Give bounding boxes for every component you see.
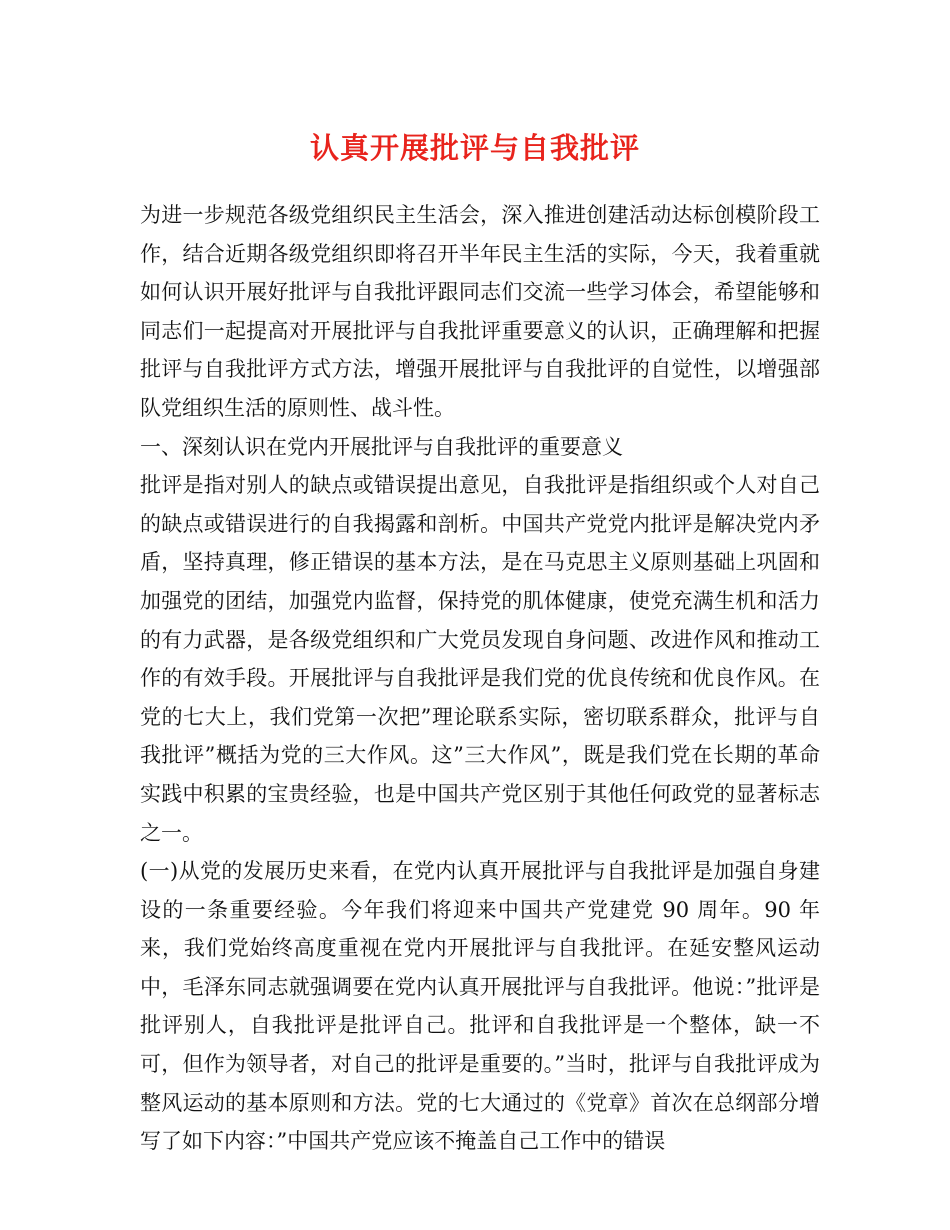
document-body <box>140 196 820 1161</box>
document-title: 认真开展批评与自我批评 <box>309 131 640 165</box>
paragraph-definition: 批评是指对别人的缺点或错误提出意见，自我批评是指组织或个人对自己的缺点或错误进行的自我揭露和剖析。中国共产党党内批评是解决党内矛盾，坚持真理，修正错误的基本方法，是在马克思主义原则基础上巩固和加强党的团结，加强党内监督，保持党的肌体健康，使党充满生机和活力的有力武器，是各级党组织和广大党员发现自身问题、改进作风和推动工作的有效手段。开展批评与自我批评是我们党的优良传统和优良作风。在党的七大上，我们党第一次把”理论联系实际，密切联系群众，批评与自我批评”概括为党的三大作风。这”三大作风”，既是我们党在长期的革命实践中积累的宝贵经验，也是中国共产党区别于其他任何政党的显著标志之一。 <box>140 473 820 845</box>
paragraph-intro: 为进一步规范各级党组织民主生活会，深入推进创建活动达标创模阶段工作，结合近期各级党组织即将召开半年民主生活的实际，今天，我着重就如何认识开展好批评与自我批评跟同志们交流一些学习体会，希望能够和同志们一起提高对开展批评与自我批评重要意义的认识，正确理解和把握批评与自我批评方式方法，增强开展批评与自我批评的自觉性，以增强部队党组织生活的原则性、战斗性。 <box>140 203 820 420</box>
paragraph-history: (一)从党的发展历史来看，在党内认真开展批评与自我批评是加强自身建设的一条重要经验。今年我们将迎来中国共产党建党 90 周年。90 年来，我们党始终高度重视在党内开展批评与自我批评。在延安整风运动中，毛泽东同志就强调要在党内认真开展批评与自我批评。他说：”批评是批评别人，自我批评是批评自己。批评和自我批评是一个整体，缺一不可，但作为领导者，对自己的批评是重要的。”当时，批评与自我批评成为整风运动的基本原则和方法。党的七大通过的《党章》首次在总纲部分增写了如下内容：”中国共产党应该不掩盖自己工作中的错误 <box>140 859 820 1154</box>
section-heading-1: 一、深刻认识在党内开展批评与自我批评的重要意义 <box>140 434 623 459</box>
